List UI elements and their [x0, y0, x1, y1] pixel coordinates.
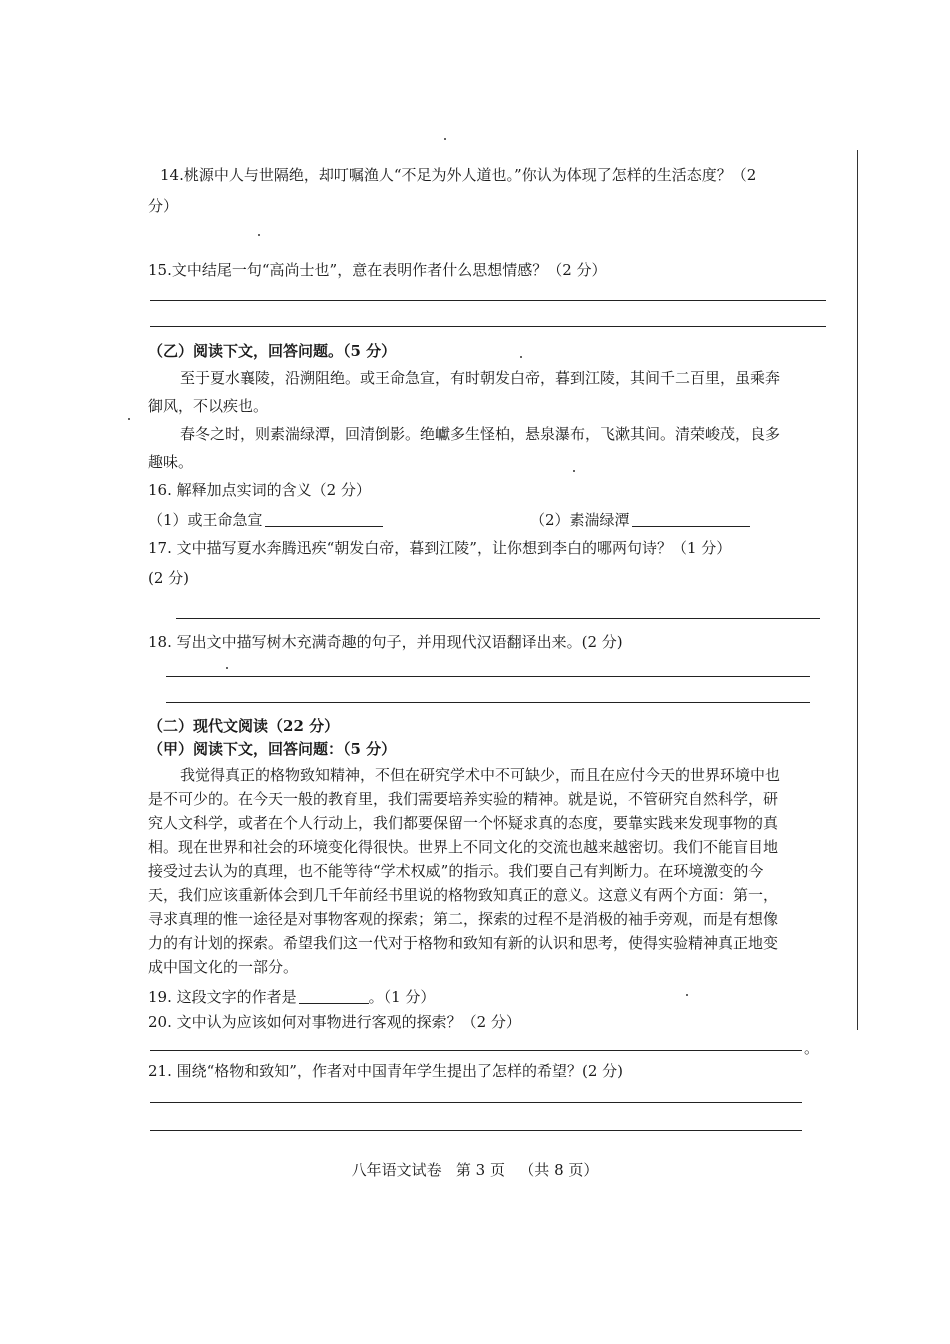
answer-line[interactable] [176, 618, 820, 619]
page-margin-line [857, 150, 858, 1030]
question-16-item-1-label: （1）或王命急宣 [148, 511, 263, 529]
question-17-line-2: (2 分) [148, 569, 190, 587]
passage-line: 接受过去认为的真理，也不能等待“学术权威”的指示。我们要自己有判断力。在环境激变的今 [148, 862, 764, 880]
passage-line: 我觉得真正的格物致知精神，不但在研究学术中不可缺少，而且在应付今天的世界环境中也 [180, 766, 781, 784]
answer-blank[interactable] [265, 512, 383, 527]
question-16: 16. 解释加点实词的含义（2 分） [148, 481, 371, 499]
answer-line[interactable] [150, 326, 826, 327]
scan-speck [258, 234, 260, 236]
question-21: 21. 围绕“格物和致知”，作者对中国青年学生提出了怎样的希望？(2 分) [148, 1062, 623, 1080]
page-footer: 八年语文试卷 第 3 页 （共 8 页） [351, 1161, 599, 1179]
question-18: 18. 写出文中描写树木充满奇趣的句子，并用现代汉语翻译出来。(2 分) [148, 633, 623, 651]
answer-line[interactable] [150, 300, 826, 301]
passage-yi-p1-line-2: 御风，不以疾也。 [148, 397, 269, 415]
answer-blank[interactable] [632, 512, 750, 527]
answer-blank[interactable] [299, 989, 369, 1004]
scan-speck [520, 356, 522, 358]
passage-line: 相。现在世界和社会的环境变化得很快。世界上不同文化的交流也越来越密切。我们不能盲目地 [148, 838, 779, 856]
passage-yi-p1-line-1: 至于夏水襄陵，沿溯阻绝。或王命急宣，有时朝发白帝，暮到江陵，其间千二百里，虽乘奔 [180, 369, 781, 387]
answer-line[interactable] [166, 676, 810, 677]
question-15: 15.文中结尾一句“高尚士也”，意在表明作者什么思想情感？（2 分） [148, 261, 607, 279]
question-16-item-2 [530, 510, 750, 530]
section-jia-heading: （甲）阅读下文，回答问题：（5 分） [148, 740, 397, 758]
passage-line: 寻求真理的惟一途径是对事物客观的探索；第二，探索的过程不是消极的袖手旁观，而是有想像 [148, 910, 779, 928]
answer-line[interactable] [150, 1130, 802, 1131]
scan-speck [686, 994, 688, 996]
scan-speck [128, 418, 130, 420]
passage-line: 是不可少的。在今天一般的教育里，我们需要培养实验的精神。就是说，不管研究自然科学，研 [148, 790, 779, 808]
passage-yi-p2-line-2: 趣味。 [148, 453, 194, 471]
section-two-heading: （二）现代文阅读（22 分） [148, 717, 340, 735]
scan-speck [226, 667, 228, 669]
question-17-line-1: 17. 文中描写夏水奔腾迅疾“朝发白帝，暮到江陵”，让你想到李白的哪两句诗？（1 分） [148, 539, 732, 557]
passage-line: 成中国文化的一部分。 [148, 958, 299, 976]
passage-line: 究人文科学，或者在个人行动上，我们都要保留一个怀疑求真的态度，要靠实践来发现事物的真 [148, 814, 779, 832]
answer-line[interactable] [150, 1102, 802, 1103]
passage-line: 天，我们应该重新体会到几千年前经书里说的格物致知真正的意义。这意义有两个方面：第一， [148, 886, 779, 904]
question-14-line-1: 14.桃源中人与世隔绝，却叮嘱渔人“不足为外人道也。”你认为体现了怎样的生活态度？（2 [160, 166, 757, 184]
section-yi-heading: （乙）阅读下文，回答问题。（5 分） [148, 342, 397, 360]
answer-line-end-mark: 。 [804, 1039, 820, 1057]
answer-line[interactable] [150, 1050, 802, 1051]
answer-line[interactable] [166, 702, 810, 703]
question-20: 20. 文中认为应该如何对事物进行客观的探索？（2 分） [148, 1013, 521, 1031]
passage-yi-p2-line-1: 春冬之时，则素湍绿潭，回清倒影。绝巘多生怪柏，悬泉瀑布，飞漱其间。清荣峻茂，良多 [180, 425, 781, 443]
scan-speck [573, 470, 575, 472]
question-16-item-2-label: （2）素湍绿潭 [530, 511, 630, 529]
question-19 [148, 987, 435, 1007]
scan-speck [444, 138, 446, 140]
passage-jia [148, 763, 848, 979]
question-19-points: 。（1 分） [368, 988, 436, 1006]
question-14-line-2: 分） [148, 197, 179, 215]
passage-line: 力的有计划的探索。希望我们这一代对于格物和致知有新的认识和思考，使得实验精神真正地变 [148, 934, 779, 952]
question-16-item-1 [148, 510, 383, 530]
question-19-stem: 19. 这段文字的作者是 [148, 988, 297, 1006]
